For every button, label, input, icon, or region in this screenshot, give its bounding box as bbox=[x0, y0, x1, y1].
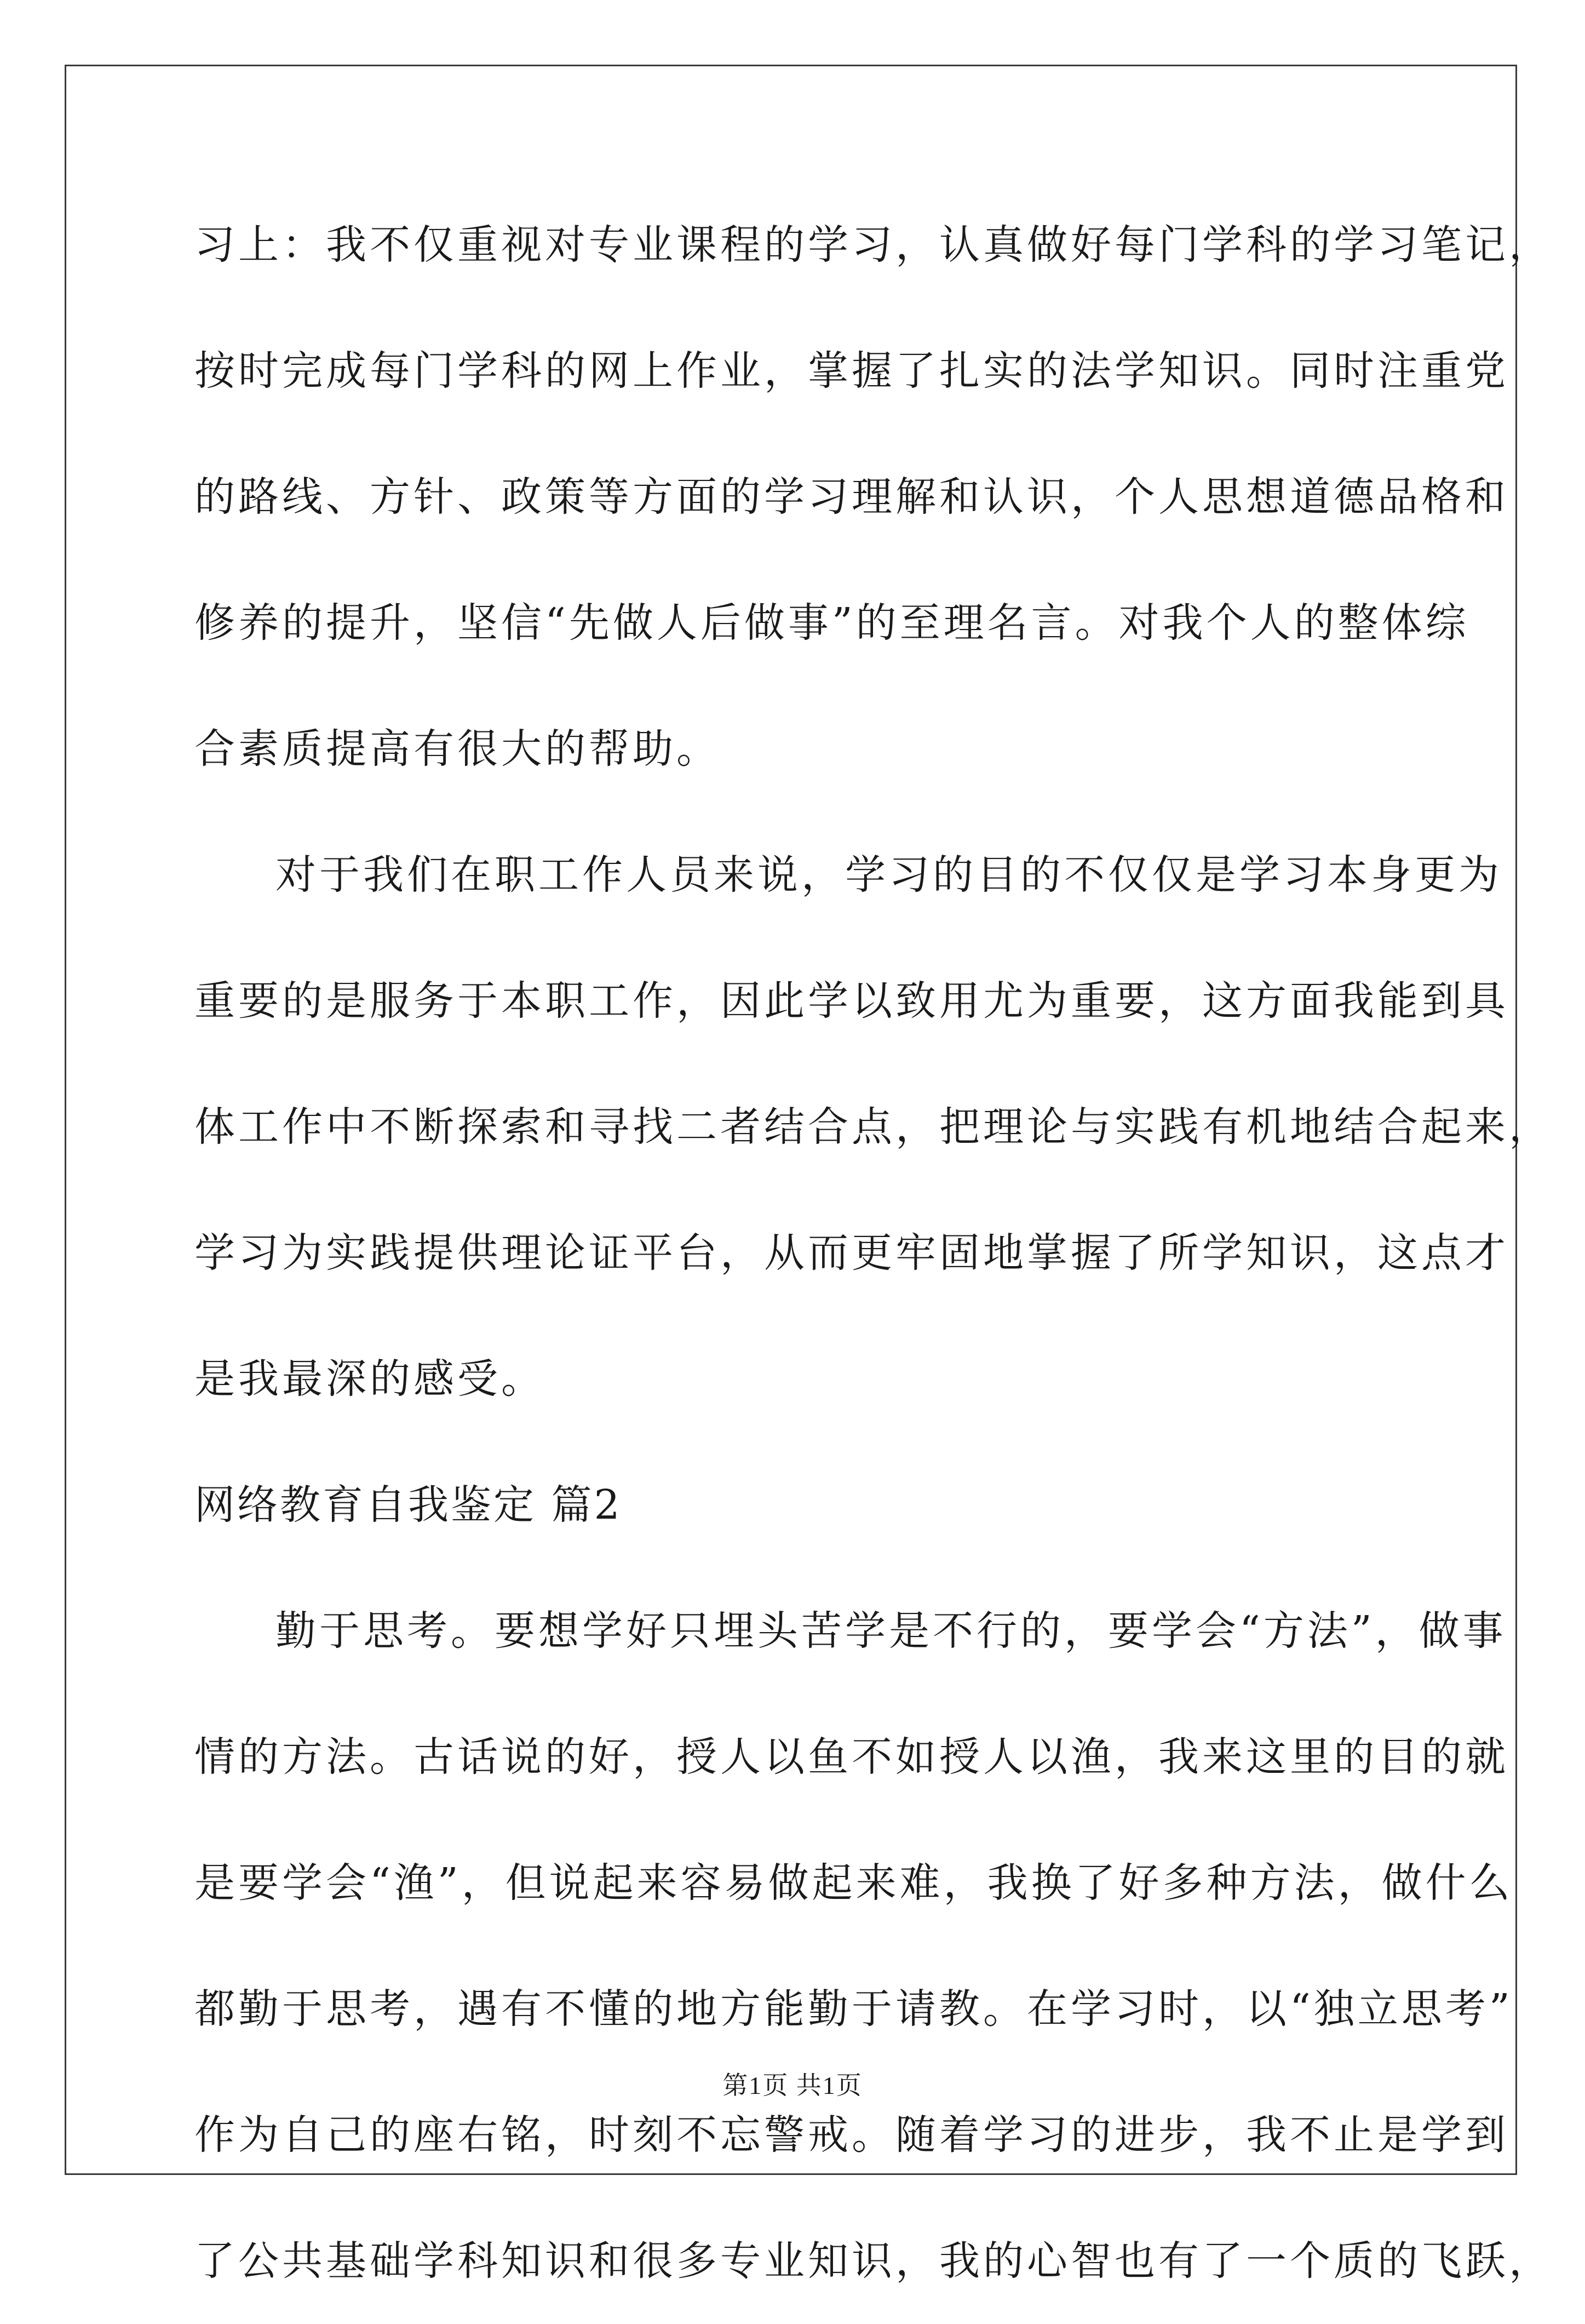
text-line: 情的方法。古话说的好，授人以鱼不如授人以渔，我来这里的目的就 bbox=[194, 1733, 1509, 1781]
text-line: 了公共基础学科知识和很多专业知识，我的心智也有了一个质的飞跃， bbox=[194, 2237, 1553, 2285]
text-line: 都勤于思考，遇有不懂的地方能勤于请教。在学习时，以“独立思考” bbox=[194, 1985, 1513, 2033]
text-line: 学习为实践提供理论证平台，从而更牢固地掌握了所学知识，这点才 bbox=[194, 1229, 1509, 1277]
page-number: 第1页 共1页 bbox=[722, 2071, 863, 2099]
text-line: 合素质提高有很大的帮助。 bbox=[194, 725, 720, 772]
text-line: 是我最深的感受。 bbox=[194, 1355, 545, 1403]
text-line: 重要的是服务于本职工作，因此学以致用尤为重要，这方面我能到具 bbox=[194, 977, 1509, 1024]
text-line: 体工作中不断探索和寻找二者结合点，把理论与实践有机地结合起来， bbox=[194, 1103, 1553, 1150]
document-body bbox=[194, 182, 1553, 2324]
text-line: 按时完成每门学科的网上作业，掌握了扎实的法学知识。同时注重党 bbox=[194, 347, 1509, 394]
paragraph-start-line: 对于我们在职工作人员来说，学习的目的不仅仅是学习本身更为 bbox=[275, 851, 1502, 898]
text-line: 作为自己的座右铭，时刻不忘警戒。随着学习的进步，我不止是学到 bbox=[194, 2111, 1509, 2159]
paragraph-start-line: 勤于思考。要想学好只埋头苦学是不行的，要学会“方法”，做事 bbox=[275, 1607, 1507, 1655]
section-heading: 网络教育自我鉴定 篇2 bbox=[194, 1481, 622, 1529]
text-line: 修养的提升，坚信“先做人后做事”的至理名言。对我个人的整体综 bbox=[194, 599, 1469, 646]
text-line: 习上：我不仅重视对专业课程的学习，认真做好每门学科的学习笔记， bbox=[194, 221, 1553, 268]
text-line: 的路线、方针、政策等方面的学习理解和认识，个人思想道德品格和 bbox=[194, 473, 1509, 520]
text-line: 是要学会“渔”，但说起来容易做起来难，我换了好多种方法，做什么 bbox=[194, 1859, 1513, 1907]
